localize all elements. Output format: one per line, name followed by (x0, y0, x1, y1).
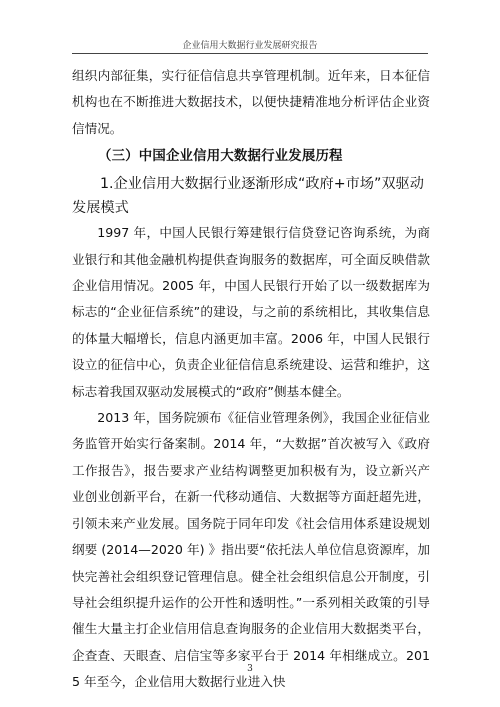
paragraph-continued: 组织内部征集，实行征信信息共享管理机制。近年来，日本征信机构也在不断推进大数据技术，以便快捷精准地分析评估企业资信情况。 (72, 68, 430, 136)
running-header: 企业信用大数据行业发展研究报告 (182, 41, 318, 51)
sub-heading (72, 172, 430, 220)
header-rule (72, 53, 428, 54)
document-body (72, 63, 430, 696)
page-number: 3 (247, 664, 253, 674)
paragraph-1997: 1997 年，中国人民银行筹建银行信贷登记咨询系统，为商业银行和其他金融机构提供查询服务的数据库，可全面反映借款企业信用情况。2005 年，中国人民银行开始了以一级数据库为标志的“企业征信系统”的建设，与之前的系统相比，其收集信息的体量大幅增长，信息内涵更加丰富。2006 年，中国人民银行设立的征信中心，负责企业征信信息系统建设、运营和维护，这标志着我国双驱动发展模式的“政府”侧基本健全。 (72, 225, 430, 399)
sub-heading-line-1: 1.企业信用大数据行业逐渐形成“政府+市场”双驱动 (100, 176, 424, 193)
sub-heading-line-2: 发展模式 (72, 200, 129, 217)
section-heading: （三）中国企业信用大数据行业发展历程 (98, 149, 343, 165)
paragraph-2013: 2013 年，国务院颁布《征信业管理条例》，我国企业征信业务监管开始实行备案制。2014 年，“大数据”首次被写入《政府工作报告》，报告要求产业结构调整更加积极有为，设立新兴产业创业创新平台，在新一代移动通信、大数据等方面赶超先进，引领未来产业发展。国务院于同年印发《社会信用体系建设规划纲要 (2014—2020 年) 》指出要“依托法人单位信息资源库，加快完善社会组织登记管理信息。健全社会组织信息公开制度，引导社会组织提升运作的公开性和透明性。”一系列相关政策的引导催生大量主打企业信用信息查询服务的企业信用大数据类平台，企查查、天眼查、启信宝等多家平台于 2014 年相继成立。2015 年至今，企业信用大数据行业进入快 (72, 410, 430, 690)
